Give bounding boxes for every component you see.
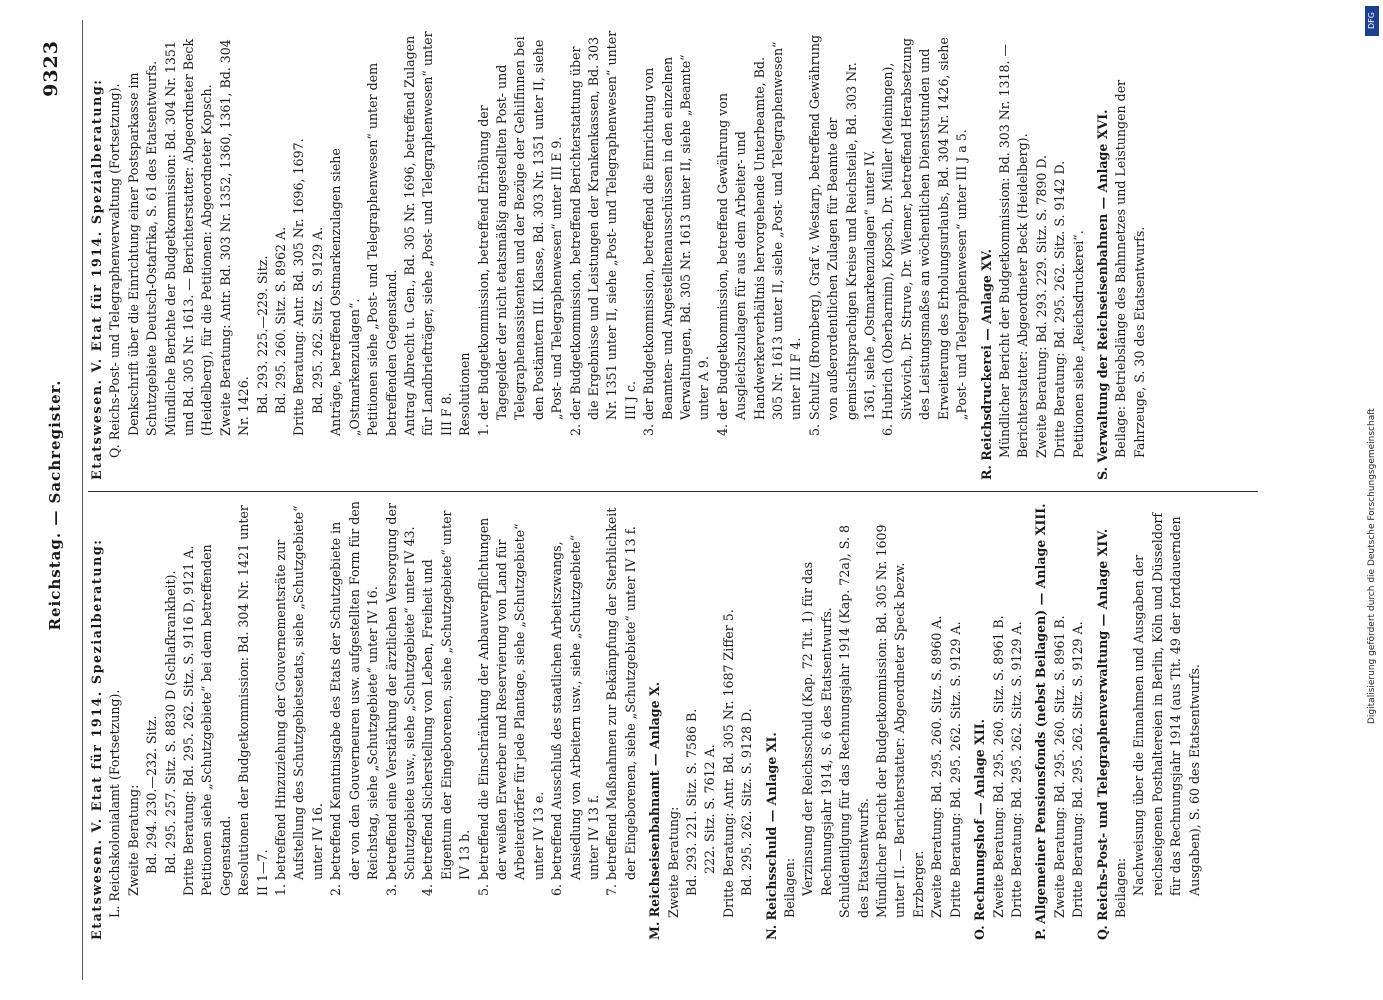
- left-line: Resolutionen der Budgetkommission: Bd. 304 Nr. 1421 unter II 1—7.: [236, 505, 270, 896]
- left-line: Bd. 294. 230.—232. Sitz.: [144, 715, 160, 874]
- list-item: 3. betreffend eine Verstärkung der ärztlichen Versorgung der Schutzgebiete usw., siehe „Schutzgebiete“ unter IV 43.: [383, 503, 417, 896]
- section-line: Schuldentilgung für das Rechnungsjahr 1914 (Kap. 72a), S. 8 des Etatsentwurfs.: [837, 525, 871, 918]
- left-line: Petitionen siehe „Schutzgebiete“ bei dem betreffenden Gegenstand.: [199, 544, 233, 896]
- dfg-logo: DFG: [1365, 6, 1379, 36]
- right-line: Anträge, betreffend Ostmarkenzulagen siehe „Ostmarkenzulagen“.: [328, 148, 362, 436]
- left-column: [88, 500, 1204, 940]
- list-item: 6. betreffend Ausschluß des staatlichen Arbeitszwangs, Ansiedlung von Arbeitern usw., siehe „Schutzgebiete“ unter IV 13 f.: [549, 534, 601, 896]
- section-line: Verzinsung der Reichsschuld (Kap. 72 Tit. 1) für das Rechnungsjahr 1914, S. 6 des Etatsentwurfs.: [800, 561, 834, 896]
- section-line: Zweite Beratung: Bd. 295. 260. Sitz. S. 8960 A.: [929, 615, 945, 918]
- left-line: Dritte Beratung: Bd. 295. 262. Sitz. S. 9116 D, 9121 A.: [181, 545, 197, 896]
- left-subheading: L. Reichskolonialamt (Fortsetzung).: [107, 689, 123, 918]
- running-title: Reichstag. — Sachregister.: [46, 379, 64, 631]
- left-heading: Etatswesen. V. Etat für 1914. Spezialberatung:: [89, 538, 104, 940]
- list-item: 2. betreffend Kenntnisgabe des Etats der Schutzgebiete in der von den Gouverneuren usw. aufgestellten Form für den Reichstag, siehe „Schutzgebiete“ unter IV 16.: [328, 501, 381, 896]
- section-line: Dritte Beratung: Bd. 295. 262. Sitz. S. 9129 A.: [1070, 621, 1086, 918]
- right-line: Resolutionen: [457, 352, 473, 436]
- right-line: Zweite Beratung: Antr. Bd. 303 Nr. 1352, 1360, 1361, Bd. 304 Nr. 1426.: [217, 39, 252, 436]
- section-line: Dritte Beratung: Bd. 295. 262. Sitz. S. 9142 D.: [1052, 160, 1068, 458]
- header-rule: [82, 20, 83, 980]
- section-s-title: S. Verwaltung der Reichseisenbahnen — Anlage XVI.: [1094, 109, 1110, 480]
- section-p-title: P. Allgemeiner Pensionsfonds (nebst Beilagen) — Anlage XIII.: [1033, 503, 1049, 940]
- list-item: 5. Schultz (Bromberg), Graf v. Westarp, betreffend Gewährung von außerordentlichen Zulagen für Beamte der gemischtsprachigen Kreise und Reichsteile, Bd. 303 Nr. 1361, siehe „Ostmarkenzulagen“ unter IV.: [806, 34, 878, 436]
- section-line: Dritte Beratung: Bd. 295. 262. Sitz. S. 9129 A.: [1008, 621, 1024, 918]
- list-item: 7. betreffend Maßnahmen zur Bekämpfung der Sterblichkeit der Eingeborenen, siehe „Schutzgebiete“ unter IV 13 f.: [604, 507, 638, 896]
- section-line: Mündlicher Bericht der Budgetkommission: Bd. 305 Nr. 1609 unter II. — Berichterstatter: Abgeordneter Speck bezw. Erzberger.: [874, 524, 926, 918]
- page-number: 9323: [40, 40, 62, 97]
- section-line: Beilagen:: [782, 857, 798, 918]
- right-line: Petitionen siehe „Post- und Telegraphenwesen“ unter dem betreffenden Gegenstand.: [365, 62, 399, 436]
- section-line: Dritte Beratung: Antr. Bd. 305 Nr. 1687 Ziffer 5.: [720, 609, 736, 918]
- right-line: Bd. 293. 225.—229. Sitz.: [254, 255, 270, 414]
- section-line: Nachweisung über die Einnahmen und Ausgaben der reichseigenen Posthaltereien in Berlin, Köln und Düsseldorf für das Rechnungsjahr 1914 (aus Tit. 49 der fortdauernden Ausgaben), S. 60 des Etatsentwurfs.: [1131, 512, 1202, 896]
- section-r-title: R. Reichsdruckerei — Anlage XV.: [978, 248, 994, 480]
- right-line: Denkschrift über die Einrichtung einer Postsparkasse im Schutzgebiete Deutsch-Ostafrika, S. 61 des Etatsentwurfs.: [125, 60, 160, 436]
- list-item: 1. der Budgetkommission, betreffend Erhöhung der Tagegelder der nicht etatsmäßig angestellten Post- und Telegraphenassistenten und der Bezüge der Gehilfinnen bei den Postämtern III. Klasse, Bd. 303 Nr. 1351 unter II, siehe „Post- und Telegraphenwesen“ unter III E 9.: [475, 36, 565, 436]
- section-m-title: M. Reichseisenbahnamt — Anlage X.: [647, 681, 663, 940]
- list-item: 1. betreffend Hinzuziehung der Gouvernementsräte zur Aufstellung des Schutzgebietsetats, siehe „Schutzgebiete“ unter IV 16.: [273, 505, 325, 896]
- section-line: Zweite Beratung: Bd. 295. 260. Sitz. S. 8961 B.: [990, 615, 1006, 918]
- list-item: 4. betreffend Sicherstellung von Leben, Freiheit und Eigentum der Eingeborenen, siehe „Schutzgebiete“ unter IV 13 b.: [420, 510, 473, 896]
- page-header: [40, 30, 80, 980]
- section-line: Petitionen siehe „Reichsdruckerei“.: [1070, 230, 1086, 458]
- column-divider: [88, 491, 1258, 492]
- section-n-title: N. Reichsschuld — Anlage XI.: [763, 732, 779, 940]
- section-line: Bd. 295. 262. Sitz. S. 9128 D.: [739, 708, 755, 896]
- list-item: 6. Hubrich (Oberbarnim), Kopsch, Dr. Müller (Meiningen), Sivkovich, Dr. Struve, Dr. Wiemer, betreffend Herabsetzung des Leistungsmaßes an wöchentlichen Dienststunden und Erweiterung des Erholungsurlaubs, Bd. 304 Nr. 1426, siehe „Post- und Telegraphenwesen“ unter III J a 5.: [880, 37, 970, 436]
- list-item: 3. der Budgetkommission, betreffend die Einrichtung von Beamten- und Angestelltenausschüssen in den einzelnen Verwaltungen, Bd. 305 Nr. 1613 unter II, siehe „Beamte“ unter A 9.: [641, 54, 712, 436]
- section-line: Zweite Beratung:: [665, 806, 681, 918]
- section-o-title: O. Rechnungshof — Anlage XII.: [972, 718, 988, 940]
- section-q-title: Q. Reichs-Post- und Telegraphenverwaltung — Anlage XIV.: [1094, 528, 1110, 940]
- section-line: 222. Sitz. S. 7612 A.: [702, 744, 718, 874]
- right-heading: Etatswesen. V. Etat für 1914. Spezialberatung:: [89, 78, 104, 480]
- right-subheading: Q. Reichs-Post- und Telegraphenverwaltung (Fortsetzung).: [107, 83, 123, 458]
- right-line: Mündliche Berichte der Budgetkommission: Bd. 304 Nr. 1351 und Bd. 305 Nr. 1613. — Berichterstatter: Abgeordneter Beck (Heidelberg), für die Petitionen: Abgeordneter Kopsch.: [162, 38, 215, 436]
- left-line: Bd. 295. 257. Sitz. S. 8830 D (Schlafkrankheit).: [162, 570, 178, 874]
- right-line: Antrag Albrecht u. Gen., Bd. 305 Nr. 1696, betreffend Zulagen für Landbriefträger, siehe „Post- und Telegraphenwesen“ unter III F 8.: [401, 31, 454, 436]
- list-item: 2. der Budgetkommission, betreffend Berichterstattung über die Ergebnisse und Leistungen der Krankenkassen, Bd. 303 Nr. 1351 unter II, siehe „Post- und Telegraphenwesen“ unter III J c.: [567, 30, 638, 436]
- right-line: Bd. 295. 262. Sitz. S. 9129 A.: [309, 226, 325, 414]
- list-item: 5. betreffend die Einschränkung der Anbauverpflichtungen der weißen Erwerber und Reservierung von Land für Arbeiterdörfer für jede Plantage, siehe „Schutzgebiete“ unter IV 13 e.: [475, 517, 546, 896]
- right-column: [88, 30, 1149, 480]
- right-line: Dritte Beratung: Antr. Bd. 305 Nr. 1696, 1697.: [291, 138, 307, 436]
- section-line: Dritte Beratung: Bd. 295. 262. Sitz. S. 9129 A.: [947, 621, 963, 918]
- list-item: 4. der Budgetkommission, betreffend Gewährung von Ausgleichszulagen für aus dem Arbeiter- und Handwerkerverhältnis hervorgehende Unterbeamte, Bd. 305 Nr. 1613 unter II, siehe „Post- und Telegraphenwesen“ unter III F 4.: [714, 41, 804, 436]
- digitization-credit: Digitalisierung gefördert durch die Deutsche Forschungsgemeinschaft: [1367, 408, 1377, 724]
- right-line: Bd. 295. 260. Sitz. S. 8962 A.: [273, 226, 289, 414]
- section-line: Zweite Beratung: Bd. 293. 229. Sitz. S. 7890 D.: [1033, 154, 1049, 458]
- section-line: Bd. 293. 221. Sitz. S. 7586 B.: [684, 708, 699, 896]
- left-line: Zweite Beratung:: [125, 784, 141, 896]
- section-line: Mündlicher Bericht der Budgetkommission: Bd. 303 Nr. 1318. — Berichterstatter: Abgeordneter Beck (Heidelberg).: [996, 43, 1031, 458]
- section-line: Beilagen:: [1112, 857, 1128, 918]
- section-line: Zweite Beratung: Bd. 295. 260. Sitz. S. 8961 B.: [1051, 615, 1067, 918]
- section-line: Beilage: Betriebslänge des Bahnnetzes und Leistungen der Fahrzeuge, S. 30 des Etatsentwurfs.: [1113, 79, 1147, 458]
